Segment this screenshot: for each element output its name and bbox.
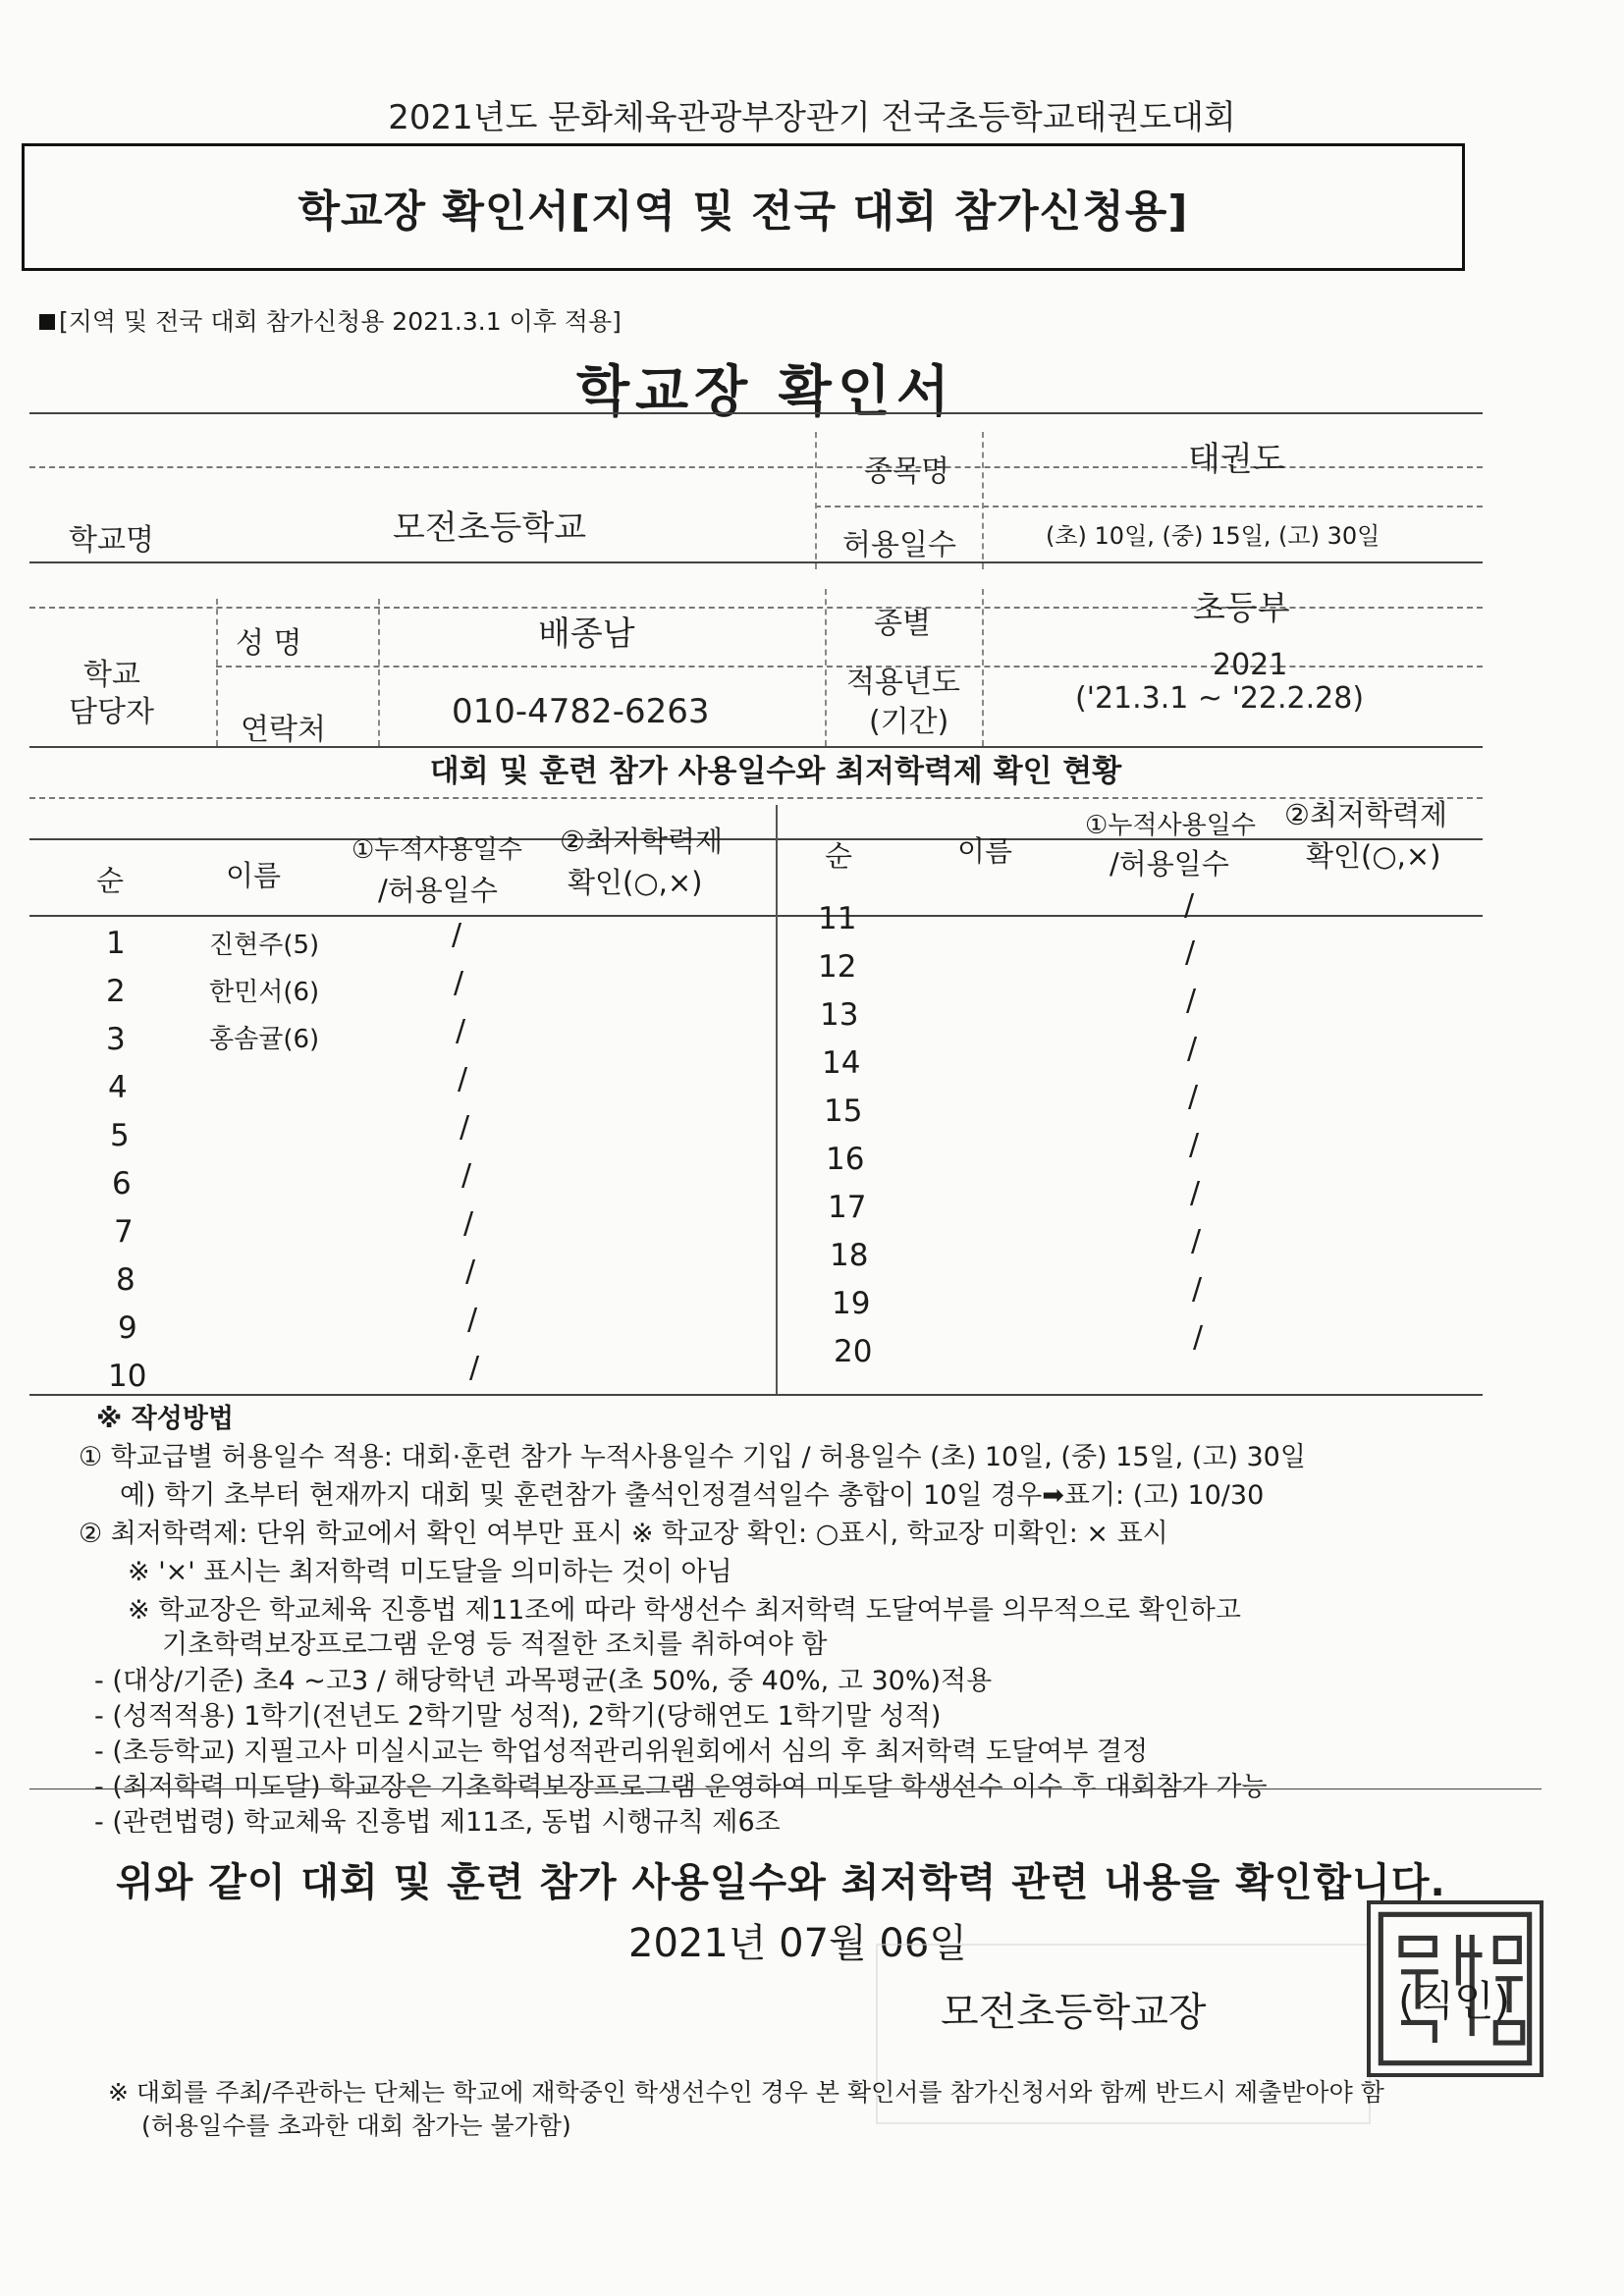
row-number: 7	[114, 1214, 134, 1250]
col-header-days: ①누적사용일수	[1085, 811, 1257, 840]
row-number: 19	[832, 1286, 871, 1321]
col-header-min: ②최저학력제	[560, 825, 724, 858]
name-label: 성 명	[236, 626, 302, 661]
days-cell: /	[461, 1158, 472, 1193]
year-value: 2021	[1213, 648, 1288, 682]
days-cell: /	[469, 1351, 480, 1385]
days-cell: /	[1189, 1128, 1200, 1162]
divider	[29, 838, 1483, 840]
guide-line: ※ '×' 표시는 최저학력 미도달을 의미하는 것이 아님	[128, 1557, 732, 1587]
status-section-title: 대회 및 훈련 참가 사용일수와 최저학력제 확인 현황	[429, 754, 1122, 789]
column-divider	[378, 599, 380, 746]
sport-label: 종목명	[864, 454, 949, 489]
days-cell: /	[1190, 1176, 1201, 1210]
manager-name-value: 배종남	[538, 614, 635, 654]
divider	[29, 412, 1483, 414]
days-cell: /	[460, 1110, 470, 1145]
divider	[815, 506, 1483, 507]
division-value: 초등부	[1193, 589, 1290, 628]
row-number: 8	[116, 1262, 135, 1298]
contact-label: 연락처	[241, 713, 326, 747]
days-cell: /	[454, 966, 464, 1000]
guide-line: - (대상/기준) 초4 ~고3 / 해당학년 과목평균(초 50%, 중 40%, 고 30%)적용	[94, 1666, 993, 1696]
student-name: 진현주(5)	[209, 931, 320, 960]
column-divider	[982, 589, 984, 746]
notice-line	[39, 302, 622, 338]
guide-line: - (최저학력 미도달) 학교장은 기초학력보장프로그램 운영하여 미도달 학생선수 이수 후 대회참가 가능	[94, 1772, 1268, 1802]
contact-value: 010-4782-6263	[452, 692, 710, 731]
row-number: 4	[108, 1070, 128, 1105]
row-number: 9	[118, 1310, 137, 1346]
guide-line: 예) 학기 초부터 현재까지 대회 및 훈련참가 출석인정결석일수 총합이 10일 경우➡표기: (고) 10/30	[120, 1480, 1265, 1511]
days-cell: /	[1192, 1272, 1203, 1307]
row-number: 1	[106, 926, 126, 961]
sport-value: 태권도	[1188, 440, 1285, 479]
row-number: 15	[824, 1094, 863, 1129]
school-value: 모전초등학교	[393, 508, 587, 548]
row-number: 17	[828, 1190, 867, 1225]
days-cell: /	[1191, 1224, 1202, 1258]
col-header-no: 순	[96, 864, 125, 897]
row-number: 14	[822, 1045, 861, 1081]
guide-line: ① 학교급별 허용일수 적용: 대회·훈련 참가 누적사용일수 기입 / 허용일수 (초) 10일, (중) 15일, (고) 30일	[79, 1442, 1306, 1472]
divider	[29, 797, 1483, 799]
col-header-min: ②최저학력제	[1284, 798, 1448, 831]
days-cell: /	[1188, 1080, 1199, 1114]
guide-line: - (성적적용) 1학기(전년도 2학기말 성적), 2학기(당해연도 1학기말 성적)	[94, 1701, 942, 1732]
row-number: 11	[818, 901, 857, 936]
square-bullet-icon	[39, 314, 55, 330]
boxed-title: 학교장 확인서[지역 및 전국 대회 참가신청용]	[22, 143, 1465, 271]
allowed-days-label: 허용일수	[842, 528, 956, 562]
principal-title: 모전초등학교장	[941, 1990, 1207, 2035]
column-divider	[815, 432, 817, 569]
col-header-name: 이름	[226, 859, 282, 892]
confirmation-statement: 위와 같이 대회 및 훈련 참가 사용일수와 최저학력 관련 내용을 확인합니다.	[116, 1860, 1446, 1905]
row-number: 16	[826, 1142, 865, 1177]
manager-label: 담당자	[69, 695, 154, 729]
issue-date: 2021년 07월 06일	[628, 1921, 967, 1966]
col-header-no: 순	[825, 839, 853, 873]
footnote: (허용일수를 초과한 대회 참가는 불가함)	[141, 2111, 571, 2140]
column-divider	[825, 589, 827, 746]
divider	[29, 1394, 1483, 1396]
guide-line: - (초등학교) 지필고사 미실시교는 학업성적관리위원회에서 심의 후 최저학력 도달여부 결정	[94, 1736, 1149, 1767]
days-cell: /	[456, 1014, 466, 1048]
notice-text: [지역 및 전국 대회 참가신청용 2021.3.1 이후 적용]	[59, 307, 622, 336]
school-label: 학교명	[69, 523, 154, 558]
days-cell: /	[452, 918, 462, 952]
col-header-days-sub: /허용일수	[378, 874, 498, 907]
year-period-label: (기간)	[869, 705, 949, 739]
row-number: 3	[106, 1022, 126, 1057]
divider	[29, 561, 1483, 563]
manager-label: 학교	[83, 658, 140, 692]
student-name: 한민서(6)	[209, 978, 320, 1007]
col-header-min-sub: 확인(○,×)	[568, 866, 703, 899]
divider	[29, 915, 1483, 917]
document-title: 학교장 확인서	[575, 360, 956, 424]
seal-mark: (직인)	[1398, 1977, 1510, 2025]
days-cell: /	[458, 1062, 468, 1096]
days-cell: /	[1193, 1320, 1204, 1355]
row-number: 20	[834, 1334, 873, 1369]
column-divider	[216, 599, 218, 746]
column-divider	[776, 805, 778, 1394]
row-number: 5	[110, 1118, 130, 1153]
days-cell: /	[465, 1255, 476, 1289]
guide-line: ② 최저학력제: 단위 학교에서 확인 여부만 표시 ※ 학교장 확인: ○표시, 학교장 미확인: × 표시	[79, 1519, 1168, 1549]
guide-heading: ※ 작성방법	[96, 1404, 234, 1434]
allowed-days-value: (초) 10일, (중) 15일, (고) 30일	[1046, 522, 1380, 550]
col-header-min-sub: 확인(○,×)	[1306, 839, 1441, 873]
event-title: 2021년도 문화체육관광부장관기 전국초등학교태권도대회	[388, 98, 1236, 137]
col-header-name: 이름	[957, 834, 1013, 868]
year-label: 적용년도	[846, 666, 960, 700]
days-cell: /	[1185, 935, 1196, 970]
days-cell: /	[463, 1206, 474, 1241]
year-period-value: ('21.3.1 ~ '22.2.28)	[1075, 681, 1365, 716]
days-cell: /	[467, 1303, 478, 1337]
col-header-days: ①누적사용일수	[352, 835, 523, 865]
guide-line: - (관련법령) 학교체육 진흥법 제11조, 동법 시행규칙 제6조	[94, 1807, 781, 1838]
division-label: 종별	[874, 607, 931, 641]
col-header-days-sub: /허용일수	[1110, 847, 1229, 881]
row-number: 12	[818, 949, 857, 985]
student-name: 홍솜귤(6)	[209, 1025, 320, 1054]
days-cell: /	[1187, 1032, 1198, 1066]
column-divider	[982, 432, 984, 569]
row-number: 10	[108, 1359, 147, 1394]
row-number: 6	[112, 1166, 132, 1201]
footnote: ※ 대회를 주최/주관하는 단체는 학교에 재학중인 학생선수인 경우 본 확인서를 참가신청서와 함께 반드시 제출받아야 함	[108, 2078, 1384, 2107]
days-cell: /	[1186, 984, 1197, 1018]
row-number: 2	[106, 974, 126, 1009]
row-number: 18	[830, 1238, 869, 1273]
days-cell: /	[1184, 888, 1195, 923]
guide-line: ※ 학교장은 학교체육 진흥법 제11조에 따라 학생선수 최저학력 도달여부를 의무적으로 확인하고	[128, 1595, 1241, 1626]
row-number: 13	[820, 997, 859, 1033]
guide-line: 기초학력보장프로그램 운영 등 적절한 조치를 취하여야 함	[162, 1629, 828, 1660]
